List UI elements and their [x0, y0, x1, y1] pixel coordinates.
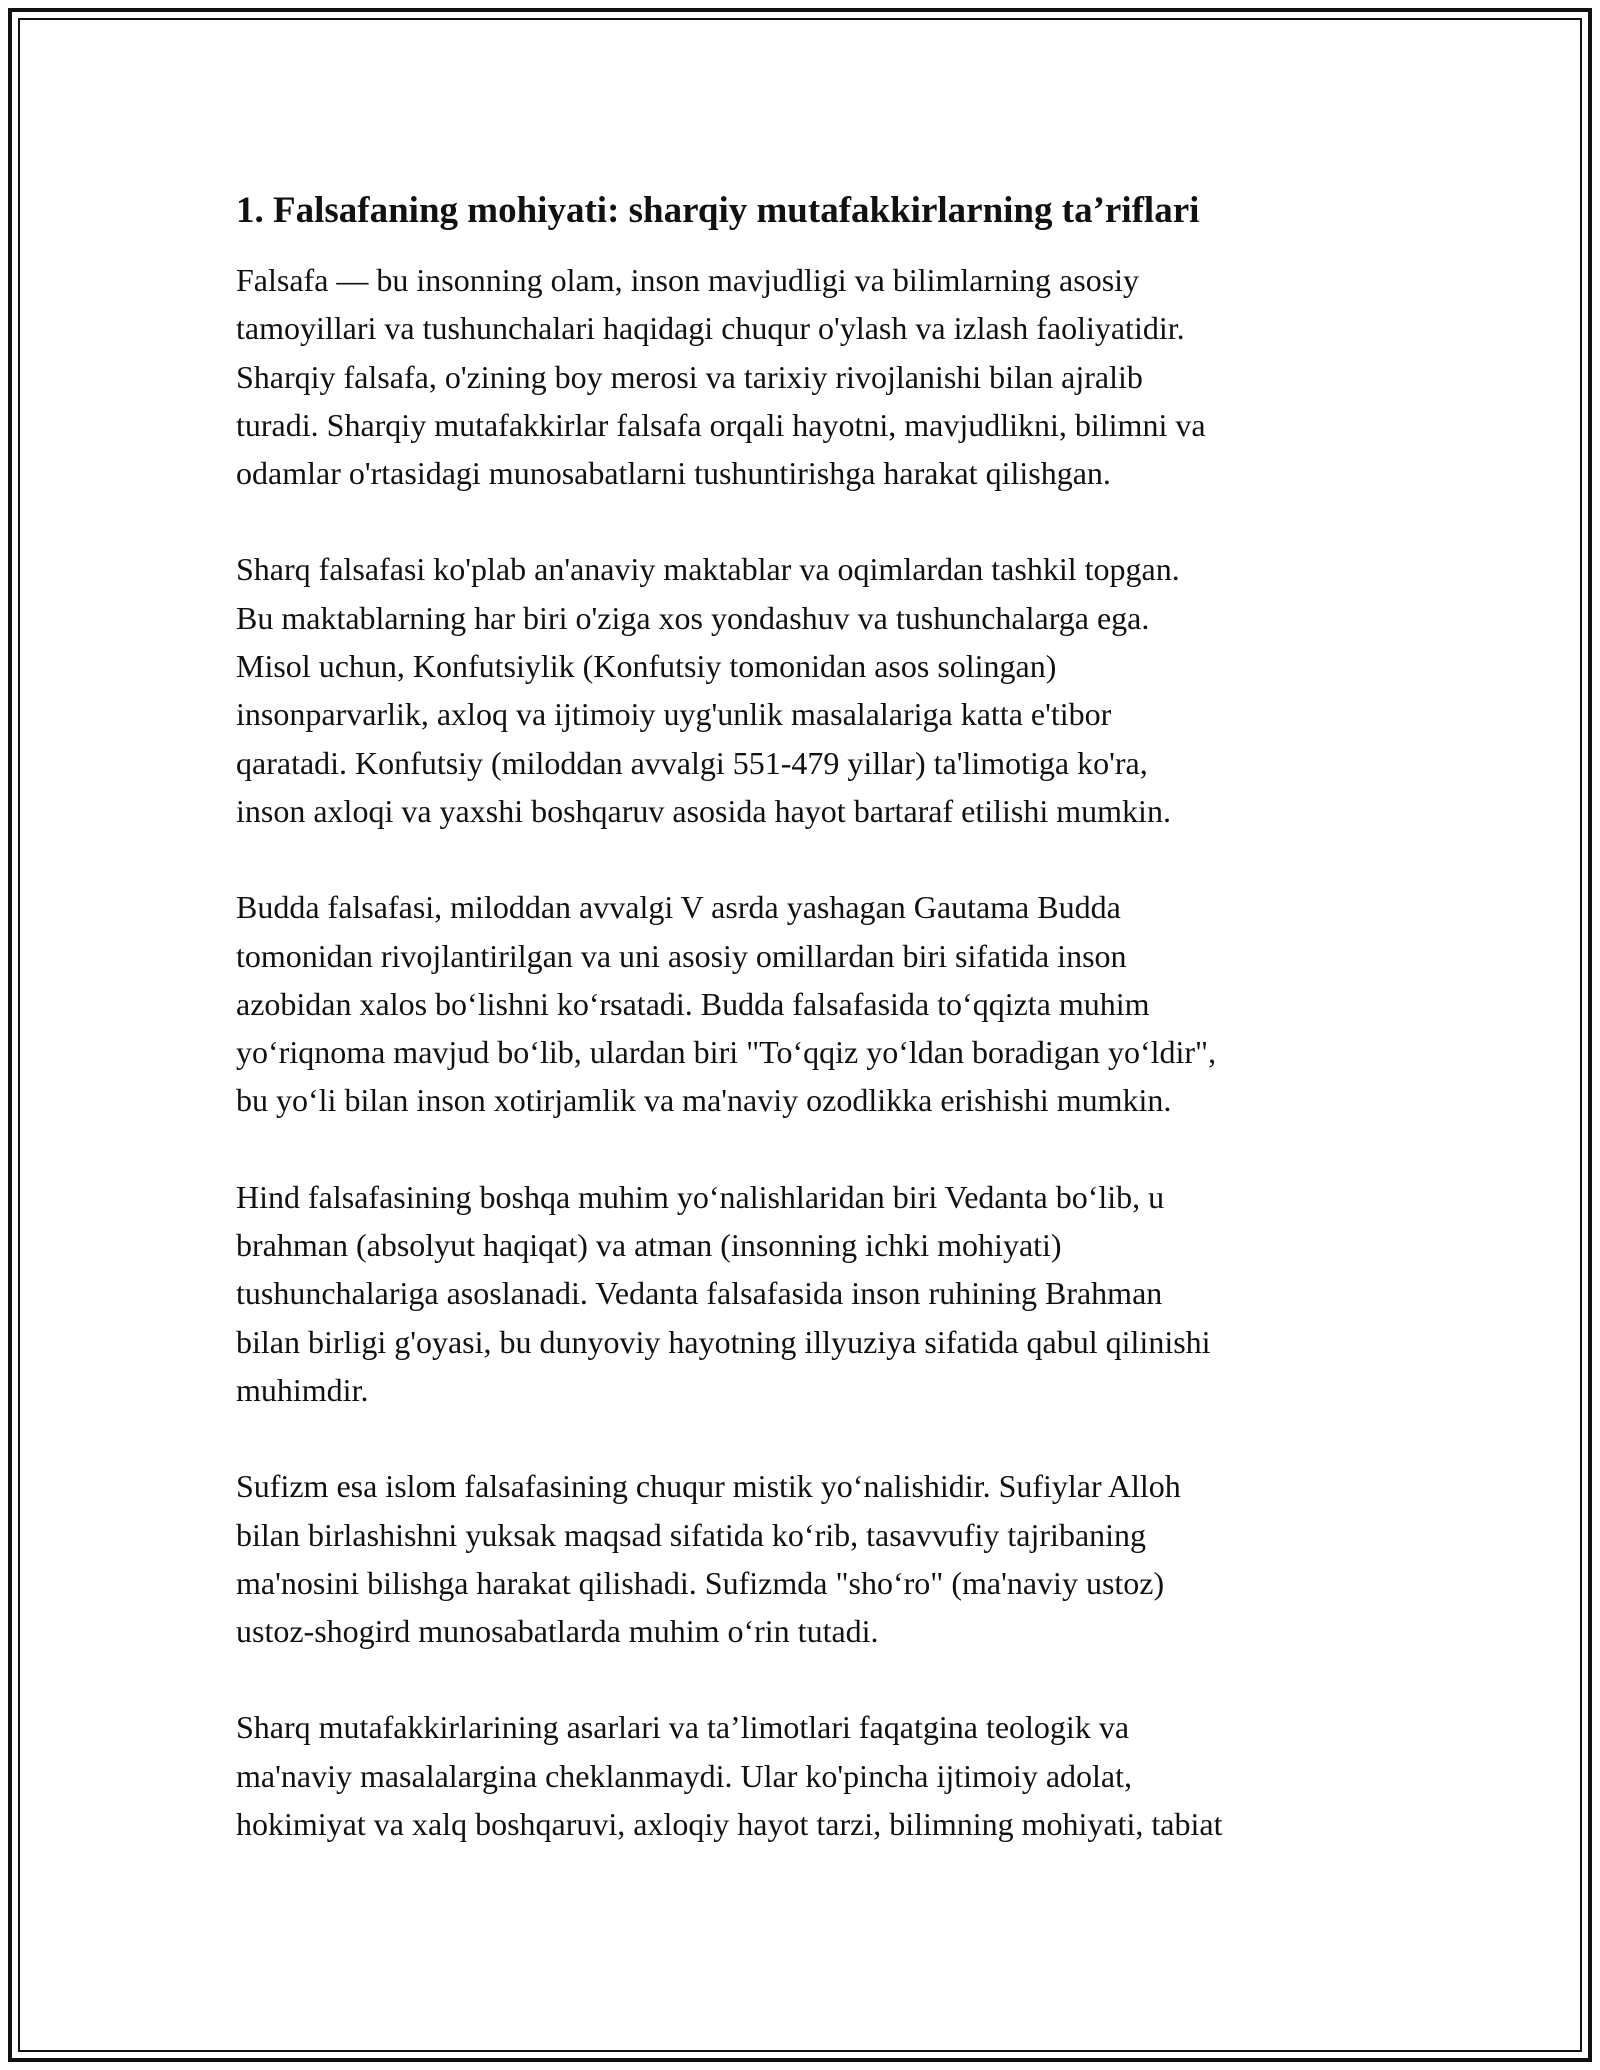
text-line: bilan birligi g'oyasi, bu dunyoviy hayotning illyuziya sifatida qabul qilinishi: [236, 1323, 1211, 1360]
text-line: bilan birlashishni yuksak maqsad sifatida ko‘rib, tasavvufiy tajribaning: [236, 1516, 1147, 1553]
text-line: brahman (absolyut haqiqat) va atman (insonning ichki mohiyati): [236, 1227, 1062, 1264]
text-line: bu yo‘li bilan inson xotirjamlik va ma'naviy ozodlikka erishishi mumkin.: [236, 1082, 1172, 1119]
text-line: azobidan xalos bo‘lishni ko‘rsatadi. Budda falsafasida to‘qqizta muhim: [236, 985, 1150, 1022]
text-line: ma'nosini bilishga harakat qilishadi. Sufizmda "sho‘ro" (ma'naviy ustoz): [236, 1564, 1165, 1601]
paragraph: [236, 1703, 1376, 1848]
section-heading: 1. Falsafaning mohiyati: sharqiy mutafakkirlarning ta’riflari: [236, 190, 1200, 231]
text-line: Sharq mutafakkirlarining asarlari va ta’limotlari faqatgina teologik va: [236, 1709, 1130, 1746]
text-line: odamlar o'rtasidagi munosabatlarni tushuntirishga harakat qilishgan.: [236, 455, 1111, 492]
text-line: inson axloqi va yaxshi boshqaruv asosida hayot bartaraf etilishi mumkin.: [236, 792, 1171, 829]
text-line: turadi. Sharqiy mutafakkirlar falsafa orqali hayotni, mavjudlikni, bilimni va: [236, 406, 1206, 443]
paragraph: [236, 1173, 1376, 1414]
text-line: tamoyillari va tushunchalari haqidagi chuqur o'ylash va izlash faoliyatidir.: [236, 310, 1185, 347]
text-line: Falsafa — bu insonning olam, inson mavjudligi va bilimlarning asosiy: [236, 262, 1140, 298]
text-line: Sufizm esa islom falsafasining chuqur mistik yo‘nalishidir. Sufiylar Alloh: [236, 1468, 1181, 1505]
text-line: Sharqiy falsafa, o'zining boy merosi va tarixiy rivojlanishi bilan ajralib: [236, 358, 1143, 395]
text-line: Budda falsafasi, miloddan avvalgi V asrda yashagan Gautama Budda: [236, 889, 1121, 926]
text-line: Sharq falsafasi ko'plab an'anaviy maktablar va oqimlardan tashkil topgan.: [236, 551, 1180, 588]
text-line: tomonidan rivojlantirilgan va uni asosiy omillardan biri sifatida inson: [236, 937, 1127, 974]
text-line: tushunchalariga asoslanadi. Vedanta falsafasida inson ruhining Brahman: [236, 1275, 1163, 1312]
text-line: Misol uchun, Konfutsiylik (Konfutsiy tomonidan asos solingan): [236, 648, 1057, 685]
document-body: [236, 186, 1376, 1848]
paragraphs-container: [236, 256, 1376, 1848]
paragraph: [236, 883, 1376, 1124]
text-line: ustoz-shogird munosabatlarda muhim o‘rin tutadi.: [236, 1613, 879, 1650]
text-line: hokimiyat va xalq boshqaruvi, axloqiy hayot tarzi, bilimning mohiyati, tabiat: [236, 1806, 1223, 1843]
text-line: ma'naviy masalalargina cheklanmaydi. Ular ko'pincha ijtimoiy adolat,: [236, 1757, 1132, 1794]
paragraph: [236, 256, 1376, 497]
text-line: insonparvarlik, axloq va ijtimoiy uyg'unlik masalalariga katta e'tibor: [236, 696, 1112, 733]
text-line: yo‘riqnoma mavjud bo‘lib, ulardan biri "To‘qqiz yo‘ldan boradigan yo‘ldir",: [236, 1034, 1217, 1071]
text-line: Hind falsafasining boshqa muhim yo‘nalishlaridan biri Vedanta bo‘lib, u: [236, 1178, 1165, 1215]
paragraph: [236, 1462, 1376, 1655]
paragraph: [236, 545, 1376, 835]
text-line: muhimdir.: [236, 1371, 369, 1408]
text-line: qaratadi. Konfutsiy (miloddan avvalgi 551-479 yillar) ta'limotiga ko'ra,: [236, 744, 1148, 781]
text-line: Bu maktablarning har biri o'ziga xos yondashuv va tushunchalarga ega.: [236, 599, 1150, 636]
